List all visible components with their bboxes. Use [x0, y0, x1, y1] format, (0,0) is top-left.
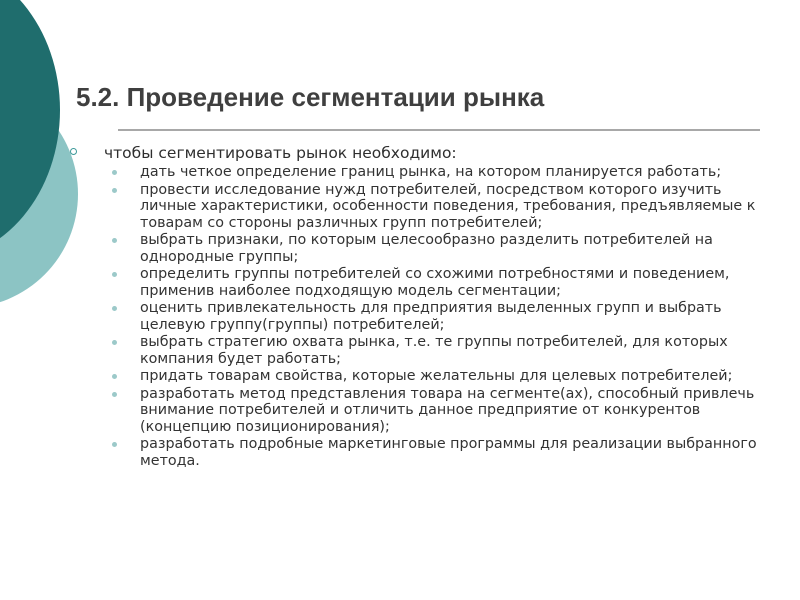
- dot-bullet-icon: [112, 170, 117, 175]
- bullet-list: [112, 164, 772, 470]
- list-item: [112, 386, 772, 436]
- dot-bullet-icon: [112, 340, 117, 345]
- list-item-text: выбрать признаки, по которым целесообразно разделить потребителей на однородные группы;: [140, 232, 713, 265]
- slide-title: 5.2. Проведение сегментации рынка: [76, 82, 545, 112]
- list-item-text: определить группы потребителей со схожими потребностями и поведением, применив наиболее подходящую модель сегментации;: [140, 266, 730, 299]
- dot-bullet-icon: [112, 374, 117, 379]
- dot-bullet-icon: [112, 442, 117, 447]
- list-item-text: оценить привлекательность для предприятия выделенных групп и выбрать целевую группу(группы) потребителей;: [140, 300, 722, 333]
- list-item-text: провести исследование нужд потребителей, посредством которого изучить личные характеристики, особенности поведения, требования, предъявляемые к товарам со стороны различных групп потребителей;: [140, 181, 756, 231]
- list-item: [112, 182, 772, 232]
- list-item-text: разработать подробные маркетинговые программы для реализации выбранного метода.: [140, 436, 757, 469]
- list-item: [112, 300, 772, 333]
- dot-bullet-icon: [112, 188, 117, 193]
- list-item-text: придать товарам свойства, которые желательны для целевых потребителей;: [140, 368, 733, 384]
- list-item: [112, 164, 772, 181]
- intro-text: чтобы сегментировать рынок необходимо:: [104, 144, 457, 162]
- list-item: [112, 232, 772, 265]
- dot-bullet-icon: [112, 238, 117, 243]
- title-divider: [118, 129, 760, 131]
- dot-bullet-icon: [112, 272, 117, 277]
- list-item: [112, 266, 772, 299]
- dot-bullet-icon: [112, 306, 117, 311]
- list-item-text: дать четкое определение границ рынка, на котором планируется работать;: [140, 164, 722, 180]
- list-item-text: выбрать стратегию охвата рынка, т.е. те группы потребителей, для которых компания будет работать;: [140, 334, 728, 367]
- list-item: [112, 436, 772, 469]
- ring-bullet-icon: [70, 148, 77, 155]
- list-item-text: разработать метод представления товара на сегменте(ах), способный привлечь внимание потребителей и отличить данное предприятие от конкурентов (концепцию позиционирования);: [140, 385, 755, 435]
- list-item: [112, 368, 772, 385]
- list-item: [112, 334, 772, 367]
- dot-bullet-icon: [112, 392, 117, 397]
